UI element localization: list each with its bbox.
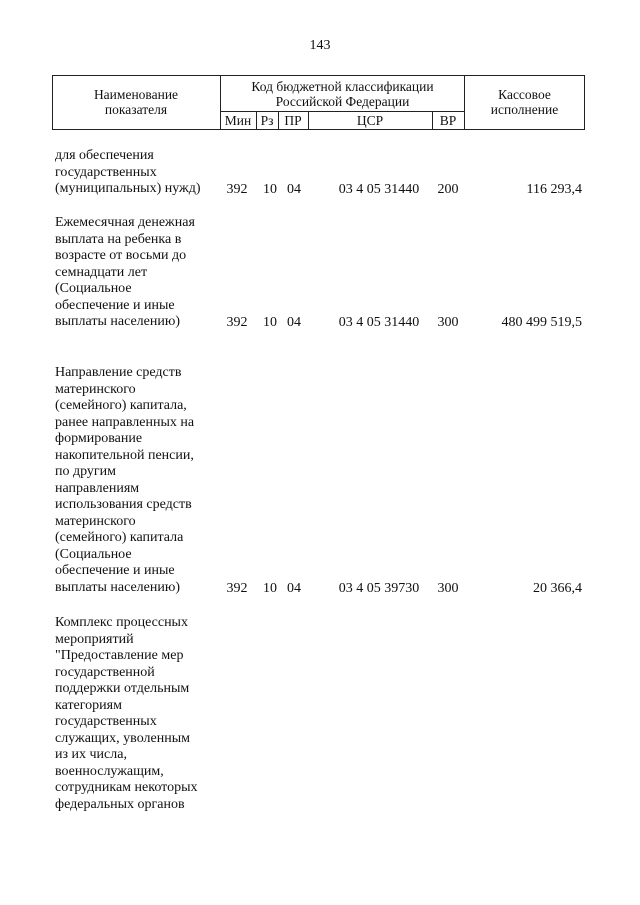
row-name-line: мероприятий [55,631,134,647]
row-name-line: обеспечение и иные [55,563,175,578]
row-name-line: направлениям [55,480,140,496]
row-name-line: Ежемесячная денежная [55,215,195,230]
row-name-line: для обеспечения [55,148,154,163]
cell-amount: 20 366,4 [533,580,582,596]
cell-csr: 03 4 05 31440 [338,314,420,330]
row-name-line: выплаты населению) [55,314,180,329]
row-name-line: военнослужащим, [55,763,164,779]
header-subcol-vr: ВР [439,113,457,128]
row-name-line: (Социальное [55,546,132,562]
cell-min: 392 [226,181,248,197]
row-name-line: материнского [55,381,136,397]
row-name-line: "Предоставление мер [55,648,184,663]
header-code-line-1: Код бюджетной классификации [251,79,434,94]
row-name-line: материнского [55,513,136,529]
row-name-line: федеральных органов [55,796,185,812]
cell-amount: 480 499 519,5 [501,314,582,330]
header-border-bottom [52,129,585,130]
header-code-line-2: Российской Федерации [275,94,410,109]
table-row [55,148,585,198]
row-name-line: поддержки отдельным [55,681,190,696]
table-row [55,215,585,331]
row-name-line: накопительной пенсии, [55,447,194,463]
cell-csr: 03 4 05 39730 [338,580,420,596]
row-name [55,365,225,596]
row-name [55,615,225,813]
row-name-line: государственной [55,664,155,680]
row-name-line: ранее направленных на [55,414,195,430]
row-name-line: выплаты населению) [55,579,180,595]
row-name-line: Направление средств [55,365,182,380]
header-subcol-csr: ЦСР [356,113,384,128]
page-number: 143 [309,38,331,53]
cell-min: 392 [226,314,248,330]
header-border-top [52,75,585,76]
row-name-line: (семейного) капитала [55,530,184,545]
table-row [55,615,585,815]
row-name-line: государственных [55,164,157,180]
cell-rz: 10 [263,314,277,330]
header-name-line-1: Наименование [93,87,179,102]
cell-rz: 10 [263,580,277,596]
row-name-line: государственных [55,714,157,729]
cell-vr: 200 [437,181,459,197]
cell-min: 392 [226,580,248,596]
cell-pr: 04 [287,314,301,330]
row-name-line: по другим [55,464,117,479]
cell-amount: 116 293,4 [526,181,582,197]
row-name-line: выплата на ребенка в [55,231,182,247]
header-subcol-rz: Рз [260,113,274,128]
table-header [52,75,585,130]
row-name-line: семнадцати лет [55,264,148,280]
cell-rz: 10 [263,181,277,197]
cell-vr: 300 [437,580,459,596]
header-amount-line-2: исполнение [490,102,559,117]
row-name-line: (муниципальных) нужд) [55,181,201,196]
row-name [55,148,225,198]
cell-pr: 04 [287,580,301,596]
row-name-line: служащих, уволенным [55,730,190,746]
header-code-group [220,79,465,109]
cell-vr: 300 [437,314,459,330]
row-name-line: использования средств [55,497,192,512]
row-name-line: категориям [55,697,122,713]
row-name-line: возрасте от восьми до [55,248,187,263]
header-amount-col [464,87,585,117]
header-amount-line-1: Кассовое [498,87,551,102]
row-name-line: из их числа, [55,747,127,762]
cell-pr: 04 [287,181,301,197]
row-name-line: обеспечение и иные [55,297,175,313]
cell-csr: 03 4 05 31440 [338,181,420,197]
header-subcol-pr: ПР [284,113,302,128]
header-name-col [52,87,220,117]
table-row [55,365,585,597]
row-name-line: Комплекс процессных [55,615,188,630]
header-name-line-2: показателя [104,102,168,117]
row-name-line: (семейного) капитала, [55,398,187,413]
row-name [55,215,225,331]
row-name-line: формирование [55,431,143,446]
row-name-line: (Социальное [55,281,132,296]
header-subcol-min: Мин [224,113,252,128]
row-name-line: сотрудникам некоторых [55,780,198,795]
